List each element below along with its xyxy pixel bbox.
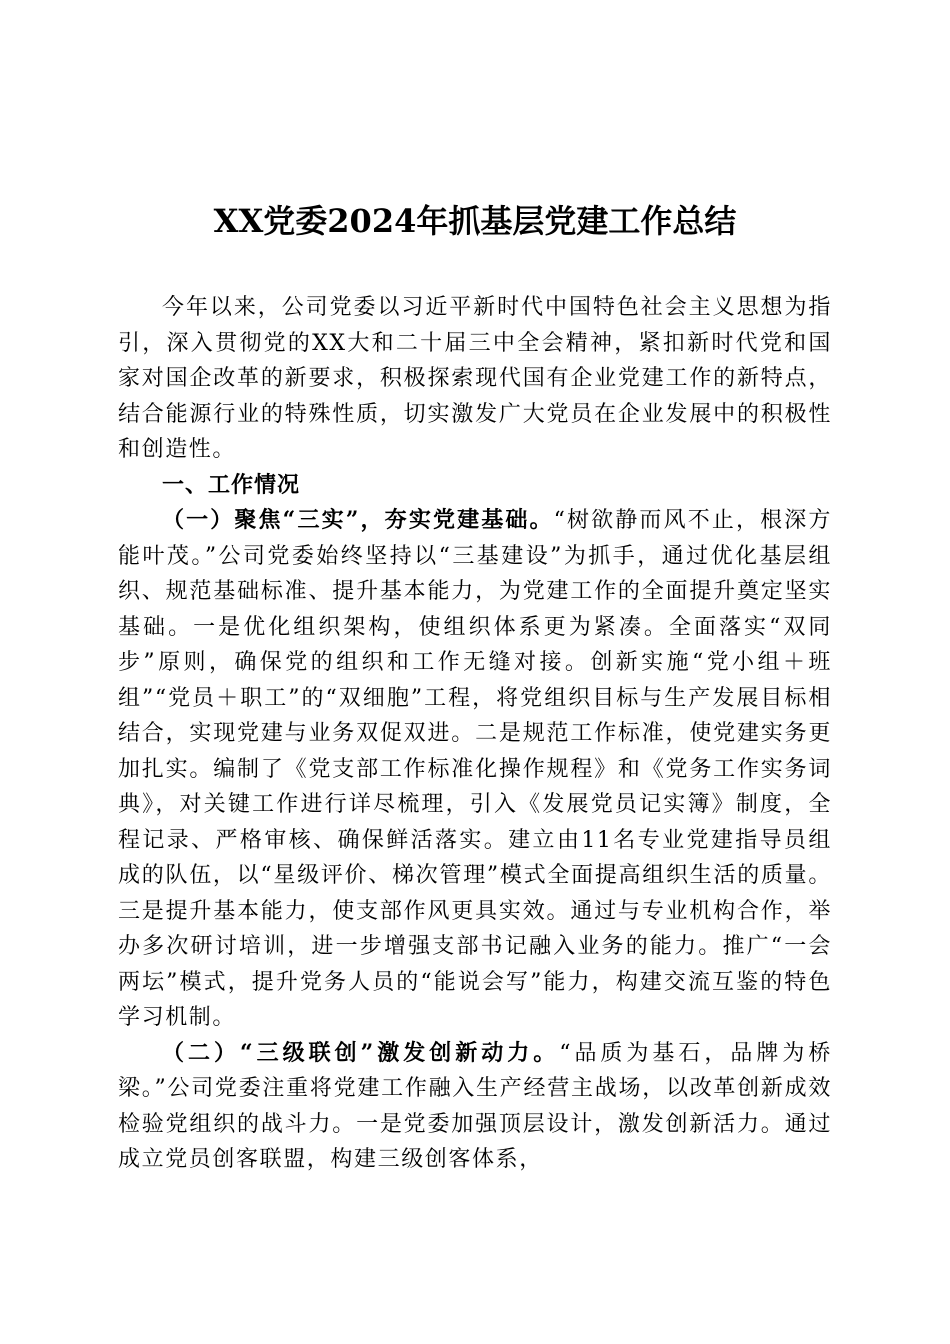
item-2-heading: （二）“三级联创”激发创新动力。	[162, 1039, 560, 1066]
section-heading-work-status: 一、工作情况	[162, 472, 301, 498]
paragraph-item-1	[118, 503, 832, 1036]
item-2-body: “品质为基石，品牌为桥梁。”公司党委注重将党建工作融入生产经营主战场，以改革创新成效检验党组织的战斗力。一是党委加强顶层设计，激发创新活力。通过成立党员创客联盟，构建三级创客体系，	[118, 1040, 832, 1172]
item-1-body: “树欲静而风不止，根深方能叶茂。”公司党委始终坚持以“三基建设”为抓手，通过优化基层组织、规范基础标准、提升基本能力，为党建工作的全面提升奠定坚实基础。一是优化组织架构，使组织体系更为紧凑。全面落实“双同步”原则，确保党的组织和工作无缝对接。创新实施“党小组＋班组”“党员＋职工”的“双细胞”工程，将党组织目标与生产发展目标相结合，实现党建与业务双促双进。二是规范工作标准，使党建实务更加扎实。编制了《党支部工作标准化操作规程》和《党务工作实务词典》，对关键工作进行详尽梳理，引入《发展党员记实簿》制度，全程记录、严格审核、确保鲜活落实。建立由11名专业党建指导员组成的队伍，以“星级评价、梯次管理”模式全面提高组织生活的质量。三是提升基本能力，使支部作风更具实效。通过与专业机构合作，举办多次研讨培训，进一步增强支部书记融入业务的能力。推广“一会两坛”模式，提升党务人员的“能说会写”能力，构建交流互鉴的特色学习机制。	[118, 508, 832, 1030]
item-1-heading: （一）聚焦“三实”，夯实党建基础。	[162, 507, 554, 533]
document-body	[118, 290, 832, 1178]
paragraph-item-2	[118, 1036, 832, 1178]
document-title: XX党委2024年抓基层党建工作总结	[213, 202, 737, 240]
intro-paragraph: 今年以来，公司党委以习近平新时代中国特色社会主义思想为指引，深入贯彻党的XX大和二十届三中全会精神，紧扣新时代党和国家对国企改革的新要求，积极探索现代国有企业党建工作的新特点，结合能源行业的特殊性质，切实激发广大党员在企业发展中的积极性和创造性。	[118, 295, 832, 462]
